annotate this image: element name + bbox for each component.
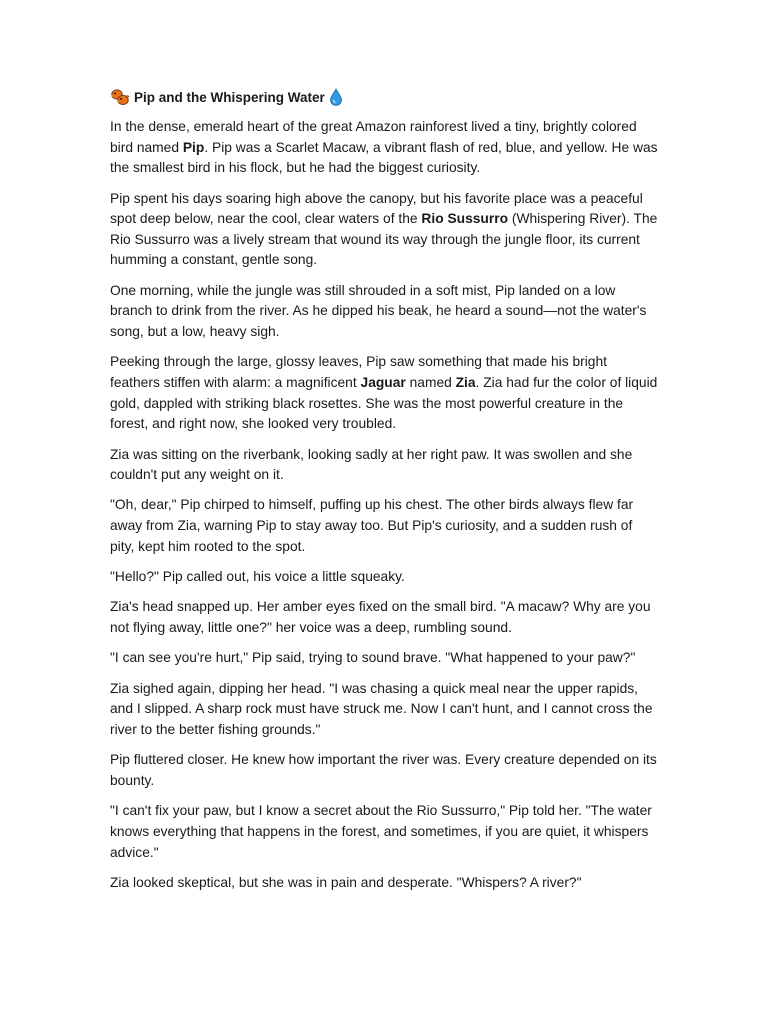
paragraph-text: Zia sighed again, dipping her head. "I was chasing a quick meal near the upper rapids, and I slipped. A sharp rock must have struck me. Now I can't hunt, and I cannot cross the river to the better fishing grounds." [110,680,653,738]
droplet-icon [329,88,343,106]
story-paragraph [110,189,660,271]
parrot-pair-icon [110,88,130,106]
paragraph-text: Zia was sitting on the riverbank, looking sadly at her right paw. It was swollen and she couldn't put any weight on it. [110,446,633,483]
paragraph-text: "Hello?" Pip called out, his voice a little squeaky. [110,569,405,585]
emphasized-name: Zia [455,374,476,390]
story-paragraph [110,281,660,343]
paragraph-text: In the dense, emerald heart of the great Amazon rainforest lived a tiny, brightly colored bird named [110,119,637,155]
story-paragraph [110,597,660,638]
story-paragraph [110,750,660,791]
emphasized-name: Jaguar [360,374,406,390]
paragraph-text: Zia's head snapped up. Her amber eyes fixed on the small bird. "A macaw? Why are you not flying away, little one?" her voice was a deep, rumbling sound. [110,599,651,636]
story-title: Pip and the Whispering Water [134,89,325,105]
paragraph-text: "Oh, dear," Pip chirped to himself, puffing up his chest. The other birds always flew far away from Zia, warning Pip to stay away too. But Pip's curiosity, and a sudden rush of pity, kept him rooted to the spot. [110,497,634,554]
story-paragraph [110,567,660,588]
story-paragraph [110,117,660,179]
paragraph-text: Pip spent his days soaring high above the canopy, but his favorite place was a peaceful spot deep below, near the cool, clear waters of the [110,190,643,227]
paragraph-text: . Pip was a Scarlet Macaw, a vibrant flash of red, blue, and yellow. He was the smallest bird in his flock, but he had the biggest curiosity. [110,139,658,176]
paragraph-text: One morning, while the jungle was still shrouded in a soft mist, Pip landed on a low branch to drink from the river. As he dipped his beak, he heard a sound—not the water's song, but a low, heavy sigh. [110,282,647,339]
story-paragraph [110,801,660,863]
paragraph-text: "I can see you're hurt," Pip said, trying to sound brave. "What happened to your paw?" [110,650,636,666]
story-paragraph [110,873,660,894]
paragraph-text: Zia looked skeptical, but she was in pain and desperate. "Whispers? A river?" [110,874,582,890]
story-paragraph [110,679,660,741]
paragraph-text: "I can't fix your paw, but I know a secret about the Rio Sussurro," Pip told her. "The water knows everything that happens in the forest, and sometimes, if you are quiet, it whispers advice." [110,803,652,860]
story-paragraph [110,445,660,486]
story-paragraph [110,352,660,434]
paragraph-text: Peeking through the large, glossy leaves, Pip saw something that made his bright feathers stiffen with alarm: a magnificent [110,354,607,390]
story-heading [110,86,660,108]
emphasized-name: Pip [182,139,205,155]
paragraph-text: (Whispering River). The Rio Sussurro was a lively stream that wound its way through the jungle floor, its current humming a constant, gentle song. [110,211,658,268]
story-paragraph [110,648,660,669]
paragraph-text: . Zia had fur the color of liquid gold, dappled with striking black rosettes. She was the most powerful creature in the forest, and right now, she looked very troubled. [110,374,658,432]
story-body [110,117,660,894]
emphasized-name: Rio Sussurro [421,211,509,227]
paragraph-text: Pip fluttered closer. He knew how important the river was. Every creature depended on its bounty. [110,752,657,788]
paragraph-text: named [405,374,456,390]
story-paragraph [110,495,660,557]
